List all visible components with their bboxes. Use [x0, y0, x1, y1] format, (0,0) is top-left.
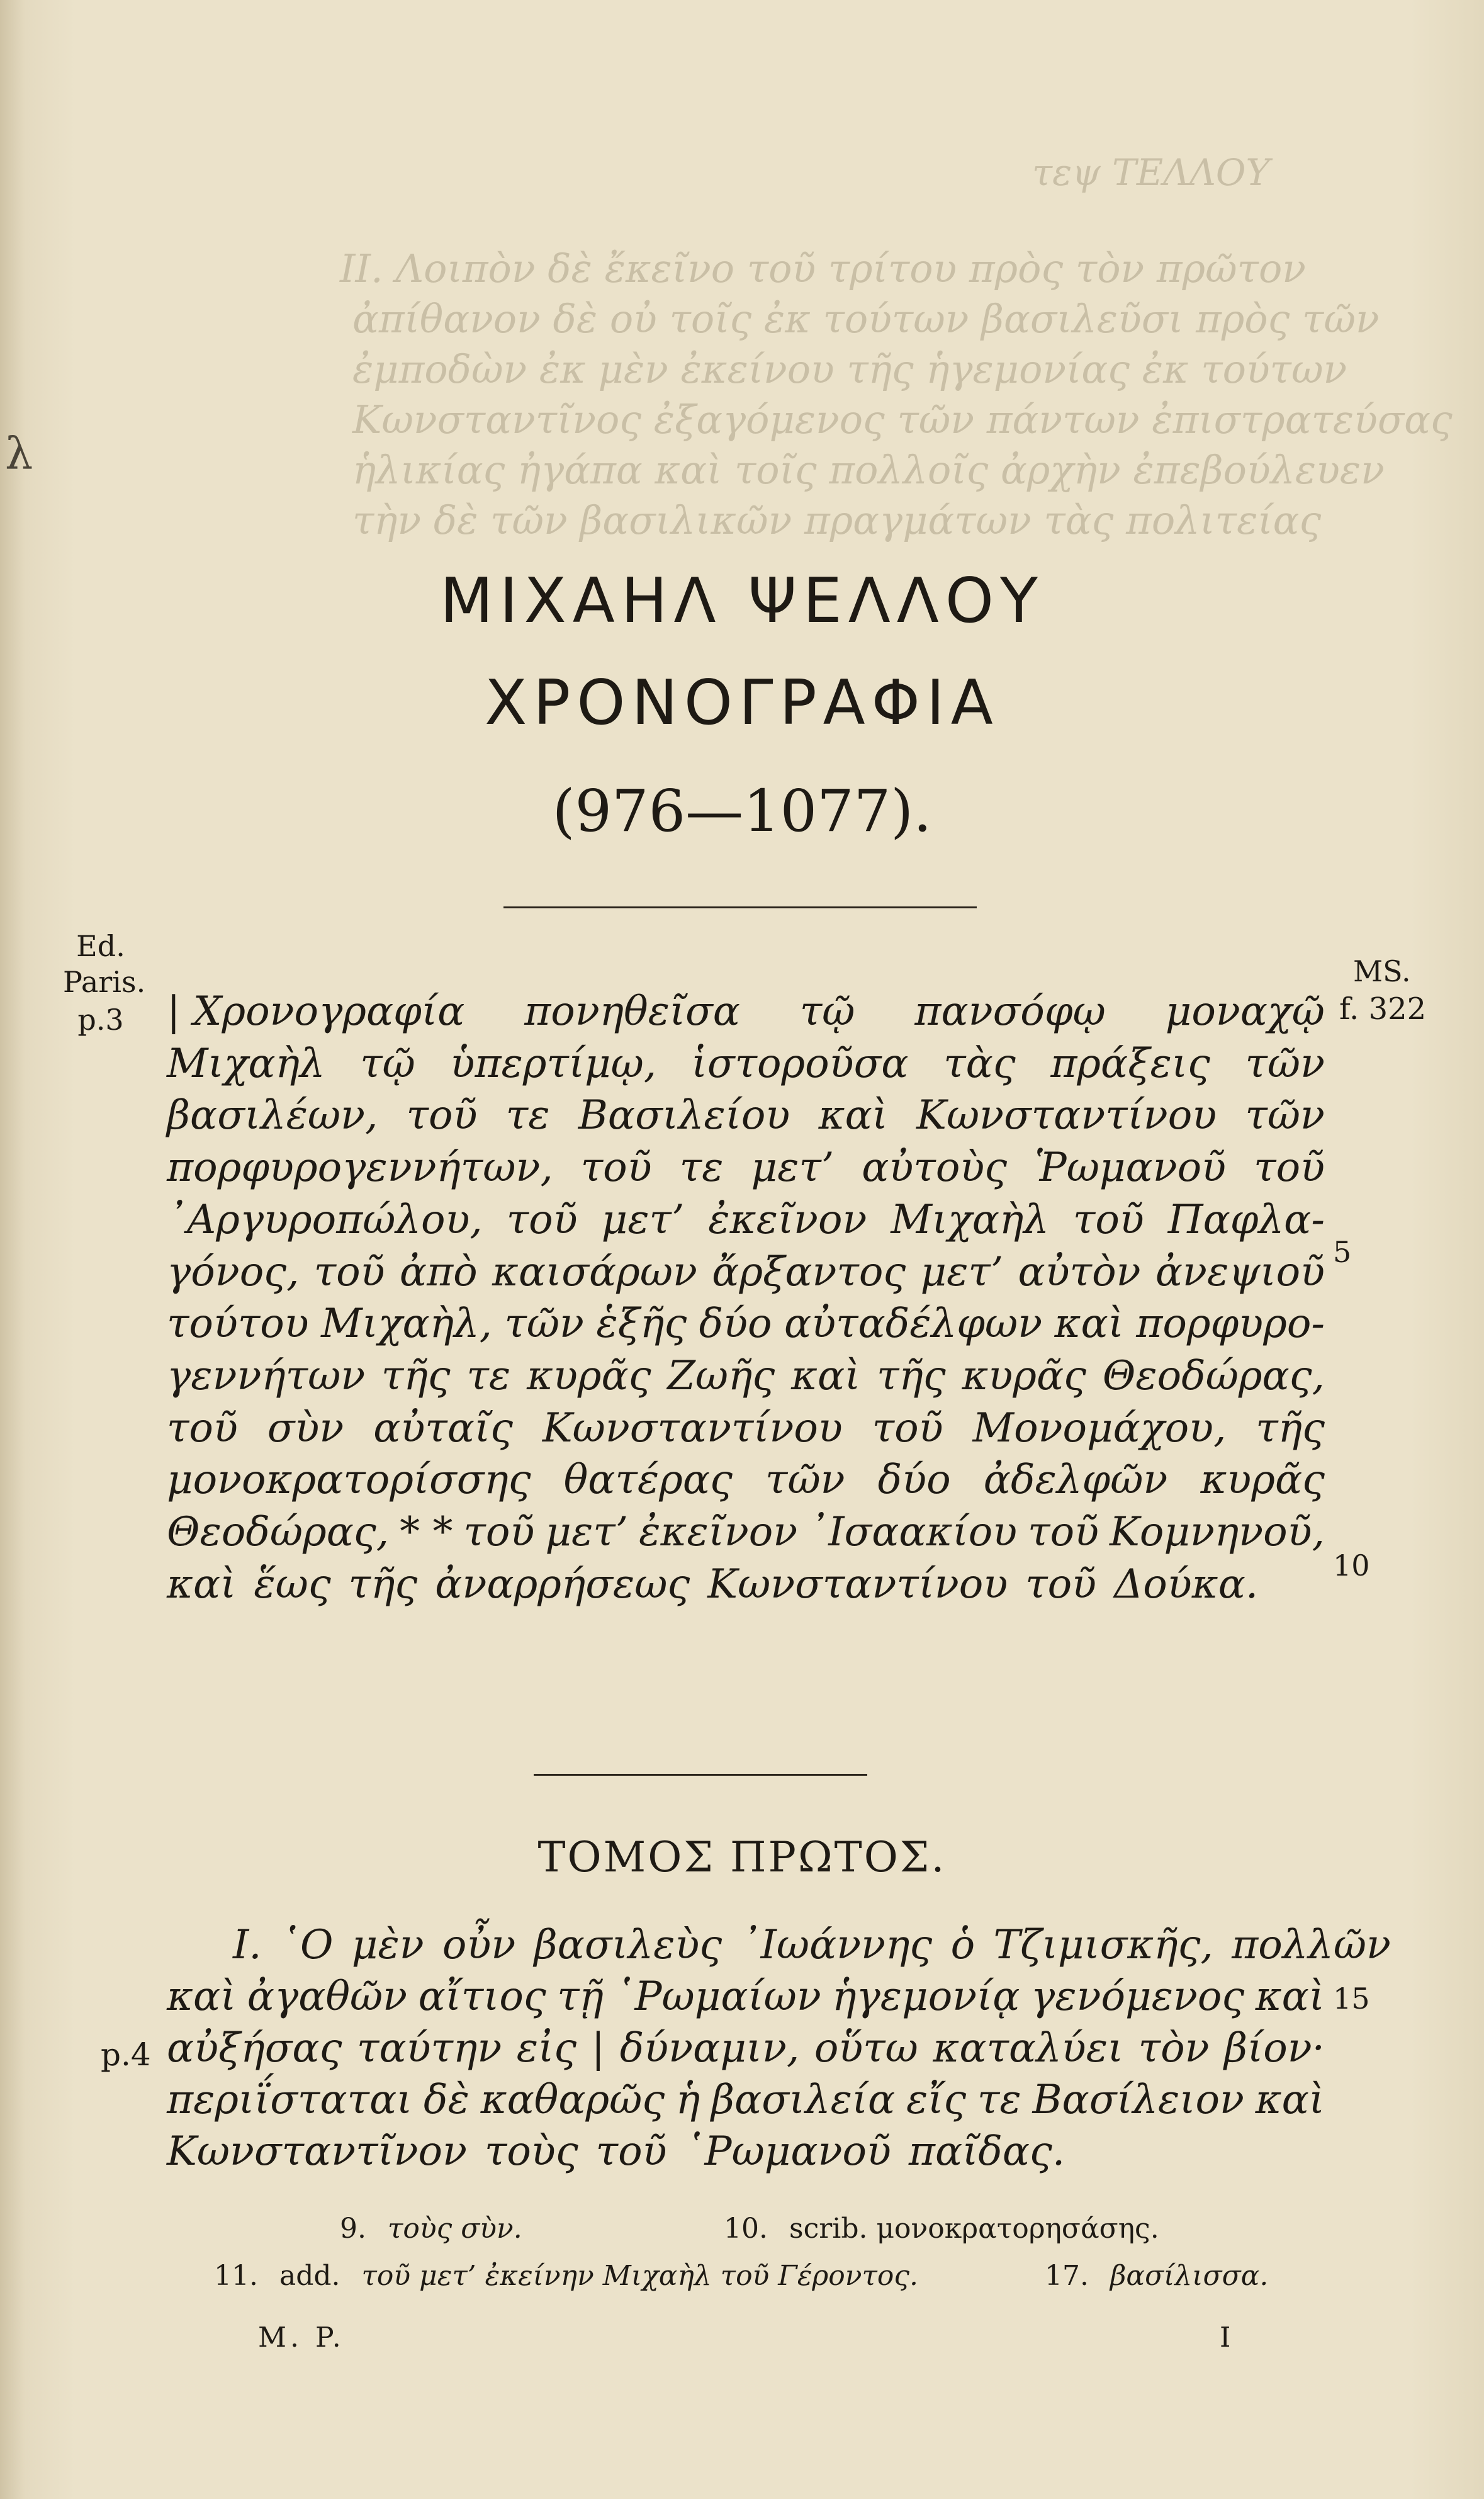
footnote-number: 10. [724, 2213, 768, 2245]
bleed-through-line: ΙΙ. Λοιπὸν δὲ ἔκεῖνο τοῦ τρίτου πρὸς τὸν πρῶτον [340, 245, 1306, 291]
word: μονοκρατορίσσης [167, 1457, 531, 1504]
word: τῶν [1245, 1092, 1325, 1139]
word: πορφυρογεννήτων, [167, 1144, 553, 1192]
footnote-11 [214, 2260, 918, 2292]
section-rule [534, 1774, 867, 1776]
word: ἀγαθῶν [247, 1973, 408, 2020]
title-dates: (976—1077). [552, 777, 932, 845]
word: τῶν [765, 1457, 845, 1504]
word: Βασίλειον [1032, 2077, 1244, 2123]
word: γενόμενος [1030, 1973, 1245, 2020]
word: καὶ [818, 1092, 888, 1139]
text-line [167, 1561, 1325, 1608]
book-heading: ΤΟΜΟΣ ΠΡΩΤΟΣ. [537, 1833, 947, 1881]
word: αἴτιος [418, 1973, 546, 2020]
margin-paris: Paris. [63, 965, 146, 999]
word: Κωνσταντίνου [707, 1560, 1008, 1608]
footnote-add: add. [279, 2260, 340, 2292]
word: ἡγεμονίᾳ [832, 1973, 1020, 2020]
word: πορφυρο- [1136, 1300, 1325, 1348]
word: Μιχαὴλ, [321, 1300, 492, 1348]
word: Κωνσταντίνου [916, 1092, 1217, 1139]
word: Ῥωμανοῦ [1035, 1144, 1227, 1192]
word: καὶ [790, 1352, 861, 1399]
word: ἀδελφῶν [983, 1457, 1168, 1504]
word: τῶν [1245, 1040, 1325, 1087]
word: καὶ [1255, 1973, 1325, 2020]
word: βασιλέων, [167, 1092, 378, 1139]
text-line [167, 1457, 1325, 1503]
bleed-through-line: ἐμποδὼν ἐκ μὲν ἐκείνου τῆς ἡγεμονίας ἐκ τούτων [352, 346, 1347, 392]
footnote-text: τοὺς σὺν. [387, 2213, 522, 2245]
word: ἡ [675, 2077, 700, 2123]
word: τοῦ [1028, 1509, 1099, 1555]
word: γεννήτων [167, 1352, 366, 1399]
footnote-number: 11. [214, 2260, 258, 2292]
text-line [167, 988, 1325, 1035]
word: Κομνηνοῦ, [1110, 1509, 1325, 1555]
word: μετ’ [751, 1144, 835, 1192]
word: δύο [877, 1457, 951, 1504]
word: τῷ [360, 1040, 415, 1087]
text-line [167, 1353, 1325, 1399]
word: τῇ [557, 1973, 604, 2020]
word: τῆς [348, 1560, 418, 1608]
text-line [167, 1144, 1325, 1191]
sheet-number: I [1220, 2321, 1235, 2354]
signature-mark: M. P. [258, 2321, 345, 2354]
word: περιΐσταται [167, 2077, 413, 2123]
word: αὐταδέλφων [784, 1300, 1043, 1348]
word: τοῦ [1025, 1560, 1097, 1608]
word: | [591, 2025, 605, 2072]
word: τούτου [167, 1300, 309, 1348]
line-number-15: 15 [1333, 1982, 1370, 2016]
word: τε [505, 1092, 550, 1139]
word: δύο [699, 1300, 772, 1348]
word: μετ’ [545, 1509, 629, 1555]
text-line [167, 1300, 1325, 1347]
word: Κωνσταντῖνον [167, 2128, 467, 2175]
word: καὶ [1255, 2077, 1325, 2123]
word: Μιχαὴλ [167, 1040, 325, 1087]
word: καὶ [167, 1973, 237, 2020]
word: καισάρων [492, 1248, 697, 1295]
text-line [233, 1922, 1391, 1968]
word: ἑξῆς [596, 1300, 687, 1348]
text-line [167, 1249, 1325, 1295]
word: ῾Ο [279, 1922, 334, 1968]
word: ἱστοροῦσα [691, 1040, 909, 1087]
word: τοῦ [313, 1248, 385, 1295]
text-line [167, 1405, 1325, 1452]
margin-edition: Ed. [76, 929, 125, 963]
word: αὐτὸν [1018, 1248, 1141, 1295]
word: μετ’ [920, 1248, 1004, 1295]
word: Θεοδώρας, [1102, 1352, 1325, 1399]
word: τῆς [877, 1352, 946, 1399]
title-rule [503, 906, 977, 908]
title-author: ΜΙΧΑΗΛ ΨΕΛΛΟΥ [440, 565, 1044, 637]
footnote-number: 17. [1045, 2260, 1089, 2292]
text-line [167, 1973, 1325, 2020]
word: βασιλεία [711, 2077, 896, 2123]
text-line [167, 2128, 1325, 2175]
word: Παφλα- [1167, 1196, 1325, 1243]
bleed-through-line: ἡλικίας ἠγάπα καὶ τοῖς πολλοῖς ἀρχὴν ἐπεβούλευεν [352, 447, 1385, 493]
word: εἰς [516, 2025, 577, 2072]
word: Δούκα. [1114, 1560, 1259, 1608]
word: πολλῶν [1232, 1922, 1391, 1968]
word: Βασιλείου [578, 1092, 790, 1139]
word: πανσόφῳ [914, 988, 1106, 1035]
margin-page-3: p.3 [77, 1003, 124, 1037]
footnote-9 [340, 2213, 522, 2245]
text-line [167, 2077, 1325, 2123]
bleed-through-line: Κωνσταντῖνος ἐξαγόμενος τῶν πάντων ἐπιστρατεύσας [352, 397, 1453, 443]
text-line [167, 1092, 1325, 1139]
word: τῷ [799, 988, 855, 1035]
line-number-5: 5 [1333, 1235, 1352, 1269]
word: βασιλεὺς [534, 1922, 722, 1968]
word: οὕτω [814, 2025, 918, 2072]
word: τε [977, 2077, 1021, 2123]
word: | Χρονογραφία [167, 988, 465, 1035]
text-line [167, 1197, 1325, 1243]
text-line [167, 1041, 1325, 1087]
word: τοῦ [580, 1144, 652, 1192]
word: καὶ [167, 1560, 237, 1608]
footnote-17 [1045, 2260, 1268, 2292]
word: τε [679, 1144, 724, 1192]
margin-page-4: p.4 [101, 2036, 151, 2073]
word: ἄρξαντος [712, 1248, 906, 1295]
word: γόνος, [167, 1248, 300, 1295]
word: ταύτην [357, 2025, 502, 2072]
word: τοῦ [872, 1404, 943, 1452]
word: πονηθεῖσα [524, 988, 740, 1035]
word: μὲν [351, 1922, 424, 1968]
text-line [167, 1509, 1325, 1555]
word: τοῦ [406, 1092, 478, 1139]
word: τῶν [504, 1300, 584, 1348]
word: καταλύει [933, 2025, 1124, 2072]
word: Ζωῆς [667, 1352, 775, 1399]
word: καὶ [1054, 1300, 1124, 1348]
word: εἴς [906, 2077, 967, 2123]
line-number-10: 10 [1333, 1548, 1370, 1582]
word: βίον· [1224, 2025, 1325, 2072]
word: τοῦ [595, 2128, 667, 2175]
word: ἕως [254, 1560, 331, 1608]
word: θατέρας [563, 1457, 733, 1504]
word: αὐξήσας [167, 2025, 342, 2072]
footnote-text: scrib. μονοκρατορησάσης. [789, 2213, 1159, 2245]
margin-ms: MS. [1353, 954, 1411, 988]
word: ᾿Ιωάννης [740, 1922, 933, 1968]
word: τοὺς [484, 2128, 578, 2175]
word: τοῦ [1254, 1144, 1325, 1192]
bleed-through-line: τὴν δὲ τῶν βασιλικῶν πραγμάτων τὰς πολιτείας [352, 497, 1322, 543]
word: τοῦ [506, 1196, 578, 1243]
word: μοναχῷ [1165, 988, 1325, 1035]
word: μετ’ [601, 1196, 685, 1243]
word: κυρᾶς [962, 1352, 1087, 1399]
word: ὑπερτίμῳ, [450, 1040, 657, 1087]
word: τοῦ [167, 1404, 238, 1452]
word: δύναμιν, [619, 2025, 800, 2072]
footnote-number: 9. [340, 2213, 366, 2245]
word: αὐταῖς [373, 1404, 513, 1452]
side-glyph: λ [5, 428, 33, 480]
word: ῾Ρωμανοῦ [684, 2128, 891, 2175]
word: Κωνσταντίνου [542, 1404, 843, 1452]
text-line [167, 2025, 1325, 2072]
footnote-text: βασίλισσα. [1110, 2260, 1269, 2292]
word: τῆς [381, 1352, 451, 1399]
word: οὖν [442, 1922, 516, 1968]
word: Τζιμισκῆς, [993, 1922, 1213, 1968]
word: τῆς [1256, 1404, 1325, 1452]
word: ᾿Αργυροπώλου, [167, 1196, 483, 1243]
word: τὸν [1138, 2025, 1210, 2072]
word: ὁ [950, 1922, 975, 1968]
footnote-text: τοῦ μετ’ ἐκείνην Μιχαὴλ τοῦ Γέροντος. [361, 2260, 918, 2292]
word: Μονομάχου, [972, 1404, 1227, 1452]
word: παῖδας. [908, 2128, 1065, 2175]
word: κυρᾶς [1200, 1457, 1325, 1504]
word: * * [400, 1509, 453, 1555]
word: ᾿Ισαακίου [808, 1509, 1018, 1555]
word: αὐτοὺς [862, 1144, 1008, 1192]
word: Ι. [233, 1922, 262, 1968]
word: ἀνεψιοῦ [1155, 1248, 1325, 1295]
margin-folio-322: f. 322 [1339, 991, 1427, 1027]
bleed-through-line: τεψ ΤΕΛΛΟΥ [1032, 151, 1270, 194]
word: τοῦ [463, 1509, 535, 1555]
word: κυρᾶς [526, 1352, 651, 1399]
bleed-through-line: ἀπίθανον δὲ οὐ τοῖς ἐκ τούτων βασιλεῦσι πρὸς τῶν [352, 296, 1380, 342]
word: ἐκεῖνον [708, 1196, 867, 1243]
word: καθαρῶς [480, 2077, 665, 2123]
word: ἀναρρήσεως [435, 1560, 690, 1608]
word: ἀπὸ [399, 1248, 478, 1295]
word: δὲ [423, 2077, 469, 2123]
word: ἐκεῖνον [639, 1509, 798, 1555]
word: Θεοδώρας, [167, 1509, 390, 1555]
word: ῾Ρωμαίων [614, 1973, 821, 2020]
word: Μιχαὴλ [891, 1196, 1049, 1243]
word: τοῦ [1072, 1196, 1144, 1243]
word: πράξεις [1050, 1040, 1210, 1087]
word: τε [466, 1352, 511, 1399]
footnote-10 [724, 2213, 1159, 2245]
word: σὺν [267, 1404, 344, 1452]
word: τὰς [943, 1040, 1016, 1087]
title-work: ΧΡΟΝΟΓΡΑΦΙΑ [485, 667, 999, 739]
